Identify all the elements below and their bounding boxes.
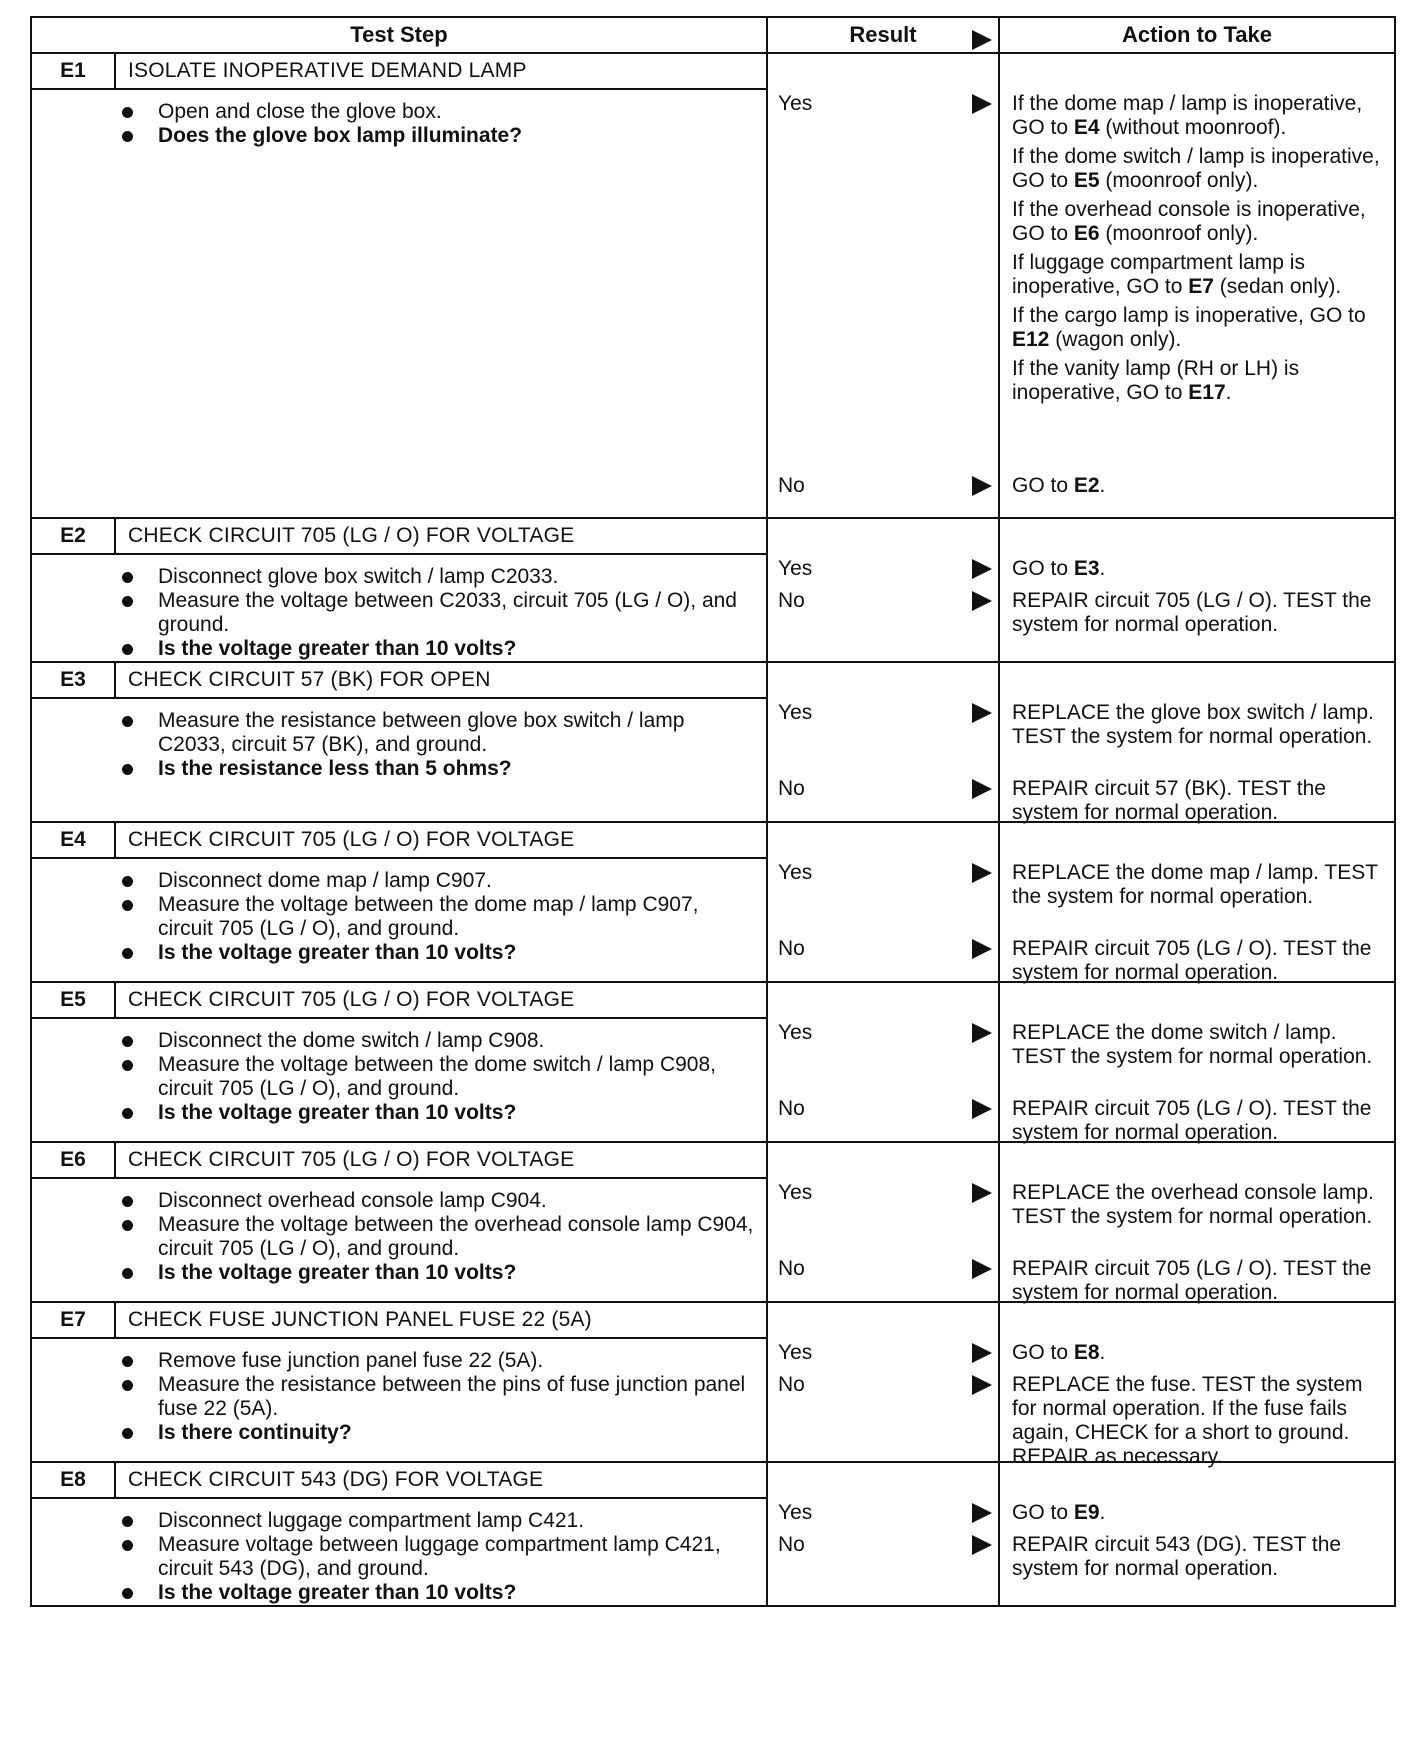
step-question: [122, 1581, 754, 1605]
action-paragraph: [1012, 145, 1386, 193]
step-instructions: [32, 555, 766, 661]
step-reference: E17: [1188, 381, 1226, 404]
step-id: E1: [32, 54, 116, 88]
instruction-text: Measure the voltage between the dome map / lamp C907, circuit 705 (LG / O), and ground.: [158, 893, 699, 940]
step-instruction: [122, 1053, 754, 1101]
instruction-text: Measure the voltage between C2033, circuit 705 (LG / O), and ground.: [158, 589, 737, 636]
step-cell: [31, 662, 767, 822]
action-text-part: (wagon only).: [1049, 328, 1182, 351]
test-step-row: [31, 1142, 1395, 1302]
step-instruction: [122, 1189, 754, 1213]
action-paragraph: [1012, 1533, 1386, 1581]
action-cell: [999, 1142, 1395, 1302]
step-reference: E3: [1073, 557, 1100, 580]
result-label-no: No: [778, 1257, 805, 1280]
result-cell: [767, 982, 999, 1142]
action-text: [1012, 557, 1386, 586]
result-label-yes: Yes: [778, 92, 813, 115]
action-text-part: REPAIR circuit 705 (LG / O). TEST the system for normal operation.: [1012, 1257, 1372, 1304]
instruction-text: Open and close the glove box.: [158, 100, 442, 123]
bullet-icon: [122, 1540, 133, 1551]
instruction-text: Disconnect the dome switch / lamp C908.: [158, 1029, 545, 1052]
action-text-part: GO to: [1012, 557, 1074, 580]
action-text: [1012, 1501, 1386, 1530]
bullet-icon: [122, 1516, 133, 1527]
action-paragraph: [1012, 701, 1386, 749]
table-header-row: [31, 17, 1395, 53]
step-reference: E2: [1073, 474, 1100, 497]
result-label-yes: Yes: [778, 557, 813, 580]
result-label-yes: Yes: [778, 1341, 813, 1364]
action-text: [1012, 1373, 1386, 1474]
result-label-yes: Yes: [778, 861, 813, 884]
result-label-no: No: [778, 1373, 805, 1396]
result-cell: [767, 53, 999, 518]
step-question: [122, 637, 754, 661]
action-text: [1012, 92, 1386, 410]
step-cell: [31, 982, 767, 1142]
step-id: E6: [32, 1143, 116, 1177]
result-label-no: No: [778, 1097, 805, 1120]
step-id: E8: [32, 1463, 116, 1497]
bullet-icon: [122, 572, 133, 583]
step-id: E7: [32, 1303, 116, 1337]
step-instructions: [32, 859, 766, 965]
arrow-right-icon: [972, 591, 992, 617]
arrow-right-icon: [972, 1259, 992, 1285]
instruction-text: Remove fuse junction panel fuse 22 (5A).: [158, 1349, 544, 1372]
bullet-icon: [122, 948, 133, 959]
action-text-part: .: [1099, 474, 1106, 497]
result-cell: [767, 518, 999, 662]
instruction-text: Disconnect luggage compartment lamp C421.: [158, 1509, 585, 1532]
instruction-text: Disconnect dome map / lamp C907.: [158, 869, 492, 892]
step-id: E4: [32, 823, 116, 857]
action-text-part: REPAIR circuit 705 (LG / O). TEST the system for normal operation.: [1012, 937, 1372, 984]
action-cell: [999, 982, 1395, 1142]
action-text: [1012, 589, 1386, 642]
result-cell: [767, 1462, 999, 1606]
instruction-text: Is the voltage greater than 10 volts?: [158, 941, 517, 964]
bullet-icon: [122, 876, 133, 887]
bullet-icon: [122, 764, 133, 775]
step-instructions: [32, 90, 766, 148]
step-instructions: [32, 1339, 766, 1445]
test-step-row: [31, 822, 1395, 982]
step-instruction: [122, 1213, 754, 1261]
result-cell: [767, 1142, 999, 1302]
bullet-icon: [122, 1268, 133, 1279]
step-title: CHECK CIRCUIT 543 (DG) FOR VOLTAGE: [128, 1468, 544, 1491]
arrow-right-icon: [972, 94, 992, 120]
instruction-text: Disconnect glove box switch / lamp C2033.: [158, 565, 559, 588]
arrow-right-icon: [972, 559, 992, 585]
bullet-icon: [122, 1060, 133, 1071]
step-title: CHECK CIRCUIT 705 (LG / O) FOR VOLTAGE: [128, 828, 575, 851]
action-paragraph: [1012, 251, 1386, 299]
test-step-row: [31, 53, 1395, 518]
action-paragraph: [1012, 1181, 1386, 1229]
test-step-row: [31, 1302, 1395, 1462]
step-title: CHECK FUSE JUNCTION PANEL FUSE 22 (5A): [128, 1308, 592, 1331]
action-cell: [999, 53, 1395, 518]
action-paragraph: [1012, 1097, 1386, 1145]
action-text-part: (moonroof only).: [1099, 222, 1259, 245]
step-question: [122, 124, 754, 148]
instruction-text: Is the voltage greater than 10 volts?: [158, 1261, 517, 1284]
arrow-right-icon: [972, 476, 992, 502]
test-step-header: Test Step: [31, 17, 767, 53]
step-id: E5: [32, 983, 116, 1017]
step-title: CHECK CIRCUIT 705 (LG / O) FOR VOLTAGE: [128, 524, 575, 547]
step-instructions: [32, 1179, 766, 1285]
step-id: E3: [32, 663, 116, 697]
instruction-text: Measure voltage between luggage compartment lamp C421, circuit 543 (DG), and ground.: [158, 1533, 721, 1580]
instruction-text: Measure the voltage between the overhead console lamp C904, circuit 705 (LG / O), and ground.: [158, 1213, 754, 1260]
arrow-right-icon: [972, 1023, 992, 1049]
action-text-part: REPLACE the fuse. TEST the system for normal operation. If the fuse fails again, CHECK for a short to ground. REPAIR as necessary.: [1012, 1373, 1363, 1468]
bullet-icon: [122, 131, 133, 142]
step-instructions: [32, 1019, 766, 1125]
arrow-right-icon: [972, 1183, 992, 1209]
test-step-row: [31, 518, 1395, 662]
action-text-part: (moonroof only).: [1099, 169, 1259, 192]
step-instruction: [122, 709, 754, 757]
action-text-part: .: [1099, 1501, 1106, 1524]
step-reference: E5: [1073, 169, 1100, 192]
action-text-part: If the cargo lamp is inoperative, GO to: [1012, 304, 1366, 327]
action-text: [1012, 861, 1386, 914]
instruction-text: Is the voltage greater than 10 volts?: [158, 637, 517, 660]
action-paragraph: [1012, 557, 1386, 581]
arrow-right-icon: [972, 939, 992, 965]
test-step-table: [30, 16, 1396, 1607]
instruction-text: Is there continuity?: [158, 1421, 352, 1444]
action-paragraph: [1012, 861, 1386, 909]
action-text-part: REPLACE the dome map / lamp. TEST the system for normal operation.: [1012, 861, 1378, 908]
step-header: [32, 54, 766, 90]
step-instruction: [122, 1373, 754, 1421]
arrow-right-icon: [972, 863, 992, 889]
action-text: [1012, 1533, 1386, 1586]
step-instruction: [122, 1029, 754, 1053]
action-paragraph: [1012, 1373, 1386, 1469]
step-reference: E8: [1073, 1341, 1100, 1364]
arrow-right-icon: [972, 703, 992, 729]
action-text: [1012, 1341, 1386, 1370]
instruction-text: Measure the voltage between the dome switch / lamp C908, circuit 705 (LG / O), and ground.: [158, 1053, 716, 1100]
result-label-no: No: [778, 589, 805, 612]
test-step-row: [31, 662, 1395, 822]
action-paragraph: [1012, 357, 1386, 405]
step-cell: [31, 53, 767, 518]
step-reference: E4: [1073, 116, 1100, 139]
arrow-right-icon: [972, 1099, 992, 1125]
step-header: [32, 1303, 766, 1339]
step-question: [122, 1261, 754, 1285]
step-cell: [31, 1142, 767, 1302]
action-text-part: If luggage compartment lamp is inoperative, GO to: [1012, 251, 1305, 298]
result-label-no: No: [778, 777, 805, 800]
instruction-text: Is the voltage greater than 10 volts?: [158, 1581, 517, 1604]
instruction-text: Does the glove box lamp illuminate?: [158, 124, 523, 147]
action-text: [1012, 1021, 1386, 1074]
step-question: [122, 757, 754, 781]
instruction-text: Is the resistance less than 5 ohms?: [158, 757, 512, 780]
action-text-part: REPAIR circuit 57 (BK). TEST the system for normal operation.: [1012, 777, 1326, 824]
step-reference: E9: [1073, 1501, 1100, 1524]
bullet-icon: [122, 900, 133, 911]
step-header: [32, 1143, 766, 1179]
result-cell: [767, 822, 999, 982]
step-instruction: [122, 565, 754, 589]
action-cell: [999, 1302, 1395, 1468]
bullet-icon: [122, 1036, 133, 1047]
result-header-label: Result: [849, 22, 917, 47]
step-cell: [31, 1302, 767, 1462]
result-label-yes: Yes: [778, 701, 813, 724]
step-instruction: [122, 100, 754, 124]
bullet-icon: [122, 596, 133, 607]
action-cell: [999, 518, 1395, 662]
action-text-part: REPLACE the overhead console lamp. TEST the system for normal operation.: [1012, 1181, 1374, 1228]
step-reference: E12: [1012, 328, 1050, 351]
step-title: CHECK CIRCUIT 57 (BK) FOR OPEN: [128, 668, 491, 691]
step-instruction: [122, 1533, 754, 1581]
action-text-part: If the vanity lamp (RH or LH) is inoperative, GO to: [1012, 357, 1300, 404]
action-text-part: (without moonroof).: [1099, 116, 1287, 139]
step-instructions: [32, 1499, 766, 1605]
bullet-icon: [122, 1380, 133, 1391]
result-label-no: No: [778, 474, 805, 497]
bullet-icon: [122, 107, 133, 118]
action-text-part: GO to: [1012, 1501, 1074, 1524]
action-paragraph: [1012, 589, 1386, 637]
action-text-part: .: [1099, 1341, 1106, 1364]
action-paragraph: [1012, 1257, 1386, 1305]
step-title: ISOLATE INOPERATIVE DEMAND LAMP: [128, 59, 527, 82]
result-label-yes: Yes: [778, 1181, 813, 1204]
result-label-yes: Yes: [778, 1501, 813, 1524]
action-paragraph: [1012, 474, 1386, 498]
action-text-part: REPAIR circuit 705 (LG / O). TEST the system for normal operation.: [1012, 1097, 1372, 1144]
action-text-part: GO to: [1012, 474, 1074, 497]
step-cell: [31, 518, 767, 662]
action-text-part: If the dome switch / lamp is inoperative, GO to: [1012, 145, 1380, 192]
step-instruction: [122, 1509, 754, 1533]
arrow-right-icon: [972, 1535, 992, 1561]
bullet-icon: [122, 1588, 133, 1599]
action-cell: [999, 822, 1395, 982]
action-paragraph: [1012, 1341, 1386, 1365]
bullet-icon: [122, 1428, 133, 1439]
test-step-row: [31, 982, 1395, 1142]
result-header: [767, 17, 999, 53]
action-text: [1012, 1181, 1386, 1234]
arrow-right-icon: [972, 1343, 992, 1369]
result-label-no: No: [778, 937, 805, 960]
result-label-no: No: [778, 1533, 805, 1556]
action-text-part: If the overhead console is inoperative, GO to: [1012, 198, 1366, 245]
arrow-right-icon: [972, 779, 992, 805]
result-cell: [767, 1302, 999, 1462]
step-header: [32, 1463, 766, 1499]
step-question: [122, 941, 754, 965]
bullet-icon: [122, 716, 133, 727]
action-text-part: REPAIR circuit 543 (DG). TEST the system for normal operation.: [1012, 1533, 1342, 1580]
step-instruction: [122, 869, 754, 893]
action-text: [1012, 701, 1386, 754]
bullet-icon: [122, 644, 133, 655]
step-question: [122, 1101, 754, 1125]
action-paragraph: [1012, 1501, 1386, 1525]
step-header: [32, 519, 766, 555]
instruction-text: Disconnect overhead console lamp C904.: [158, 1189, 547, 1212]
action-text-part: (sedan only).: [1213, 275, 1342, 298]
arrow-right-icon: [972, 1503, 992, 1529]
action-header: Action to Take: [999, 17, 1395, 53]
arrow-right-icon: [972, 1375, 992, 1401]
step-question: [122, 1421, 754, 1445]
action-paragraph: [1012, 304, 1386, 352]
step-header: [32, 823, 766, 859]
result-cell: [767, 662, 999, 822]
action-text-part: GO to: [1012, 1341, 1074, 1364]
action-paragraph: [1012, 92, 1386, 140]
test-procedure-page: [30, 16, 1394, 1607]
action-paragraph: [1012, 198, 1386, 246]
instruction-text: Measure the resistance between glove box switch / lamp C2033, circuit 57 (BK), and ground.: [158, 709, 685, 756]
step-reference: E6: [1073, 222, 1100, 245]
bullet-icon: [122, 1220, 133, 1231]
action-text-part: REPLACE the glove box switch / lamp. TEST the system for normal operation.: [1012, 701, 1374, 748]
step-cell: [31, 1462, 767, 1606]
action-text-part: .: [1225, 381, 1232, 404]
action-text-part: If the dome map / lamp is inoperative, GO to: [1012, 92, 1363, 139]
step-instruction: [122, 1349, 754, 1373]
action-text-part: .: [1099, 557, 1106, 580]
action-paragraph: [1012, 1021, 1386, 1069]
step-cell: [31, 822, 767, 982]
step-instructions: [32, 699, 766, 781]
action-paragraph: [1012, 777, 1386, 825]
action-cell: [999, 662, 1395, 822]
step-id: E2: [32, 519, 116, 553]
action-text-part: REPAIR circuit 705 (LG / O). TEST the system for normal operation.: [1012, 589, 1372, 636]
step-instruction: [122, 893, 754, 941]
bullet-icon: [122, 1196, 133, 1207]
step-header: [32, 983, 766, 1019]
bullet-icon: [122, 1108, 133, 1119]
action-text-part: REPLACE the dome switch / lamp. TEST the system for normal operation.: [1012, 1021, 1373, 1068]
test-step-row: [31, 1462, 1395, 1606]
instruction-text: Measure the resistance between the pins of fuse junction panel fuse 22 (5A).: [158, 1373, 746, 1420]
action-text: [1012, 474, 1386, 503]
action-cell: [999, 1462, 1395, 1606]
step-title: CHECK CIRCUIT 705 (LG / O) FOR VOLTAGE: [128, 1148, 575, 1171]
instruction-text: Is the voltage greater than 10 volts?: [158, 1101, 517, 1124]
bullet-icon: [122, 1356, 133, 1367]
action-paragraph: [1012, 937, 1386, 985]
result-label-yes: Yes: [778, 1021, 813, 1044]
step-reference: E7: [1188, 275, 1214, 298]
step-title: CHECK CIRCUIT 705 (LG / O) FOR VOLTAGE: [128, 988, 575, 1011]
step-header: [32, 663, 766, 699]
step-instruction: [122, 589, 754, 637]
